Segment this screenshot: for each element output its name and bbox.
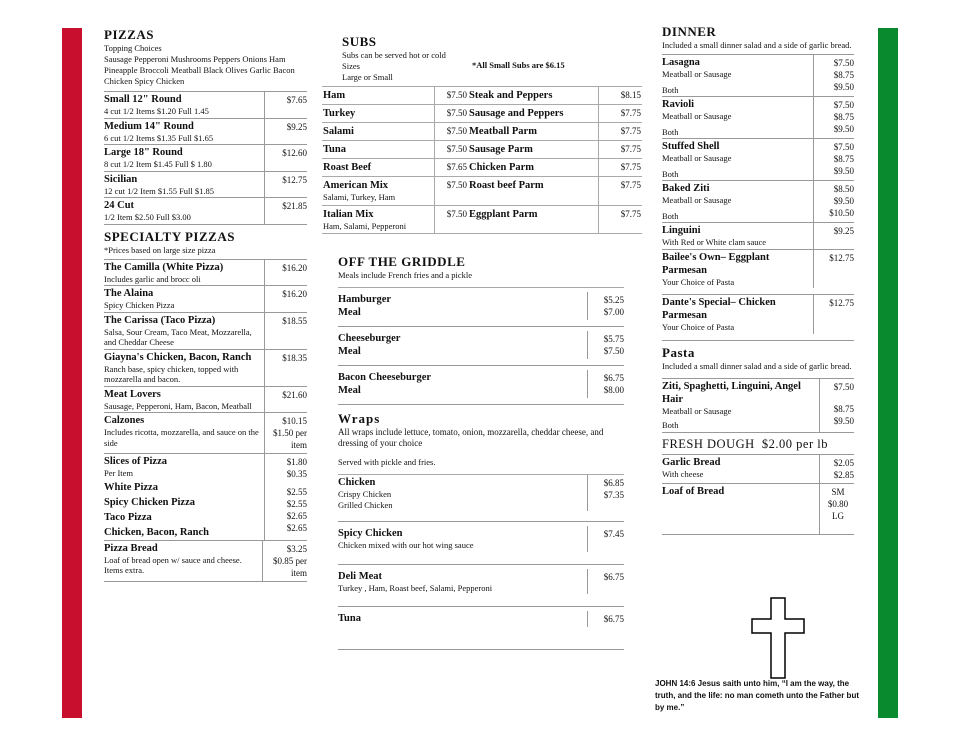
sub-price: $7.75 [598, 177, 642, 206]
specialty-item [104, 350, 307, 387]
pizza-item [104, 198, 307, 225]
pizza-item-price: $21.85 [264, 198, 307, 224]
pizza-item [104, 172, 307, 199]
griddle-name: Cheeseburger [338, 333, 401, 344]
subs-promo: *All Small Subs are $6.15 [472, 60, 565, 70]
sub-desc-italian: Ham, Salami, Pepperoni [323, 220, 407, 231]
griddle-meal: Meal [338, 346, 361, 357]
griddle-price: $5.75 [603, 334, 624, 344]
griddle-meal-price: $8.00 [603, 385, 624, 395]
sub-price: $7.75 [598, 141, 642, 159]
wrap-chicken-price: $6.85 [603, 478, 624, 488]
pasta-p3: $9.50 [833, 415, 854, 426]
griddle-meal-price: $7.50 [603, 346, 624, 356]
wrap-spicy-price: $7.45 [587, 526, 624, 552]
sub-desc-american: Salami, Turkey, Ham [323, 192, 396, 202]
wraps-note: All wraps include lettuce, tomato, onion, mozzarella, cheddar cheese, and dressing of your choice [338, 427, 604, 448]
specialty-item-desc: Includes garlic and brocc oli [104, 273, 201, 284]
calzones-name: Calzones [104, 415, 145, 426]
special-slice-name: Chicken, Bacon, Ranch [104, 526, 210, 538]
sub-price: $7.50 [434, 105, 468, 123]
specialty-item [104, 286, 307, 313]
dinner-option: Meatball or Sausage [662, 153, 732, 163]
sub-price: $7.75 [598, 123, 642, 141]
loaf-name: Loaf of Bread [662, 485, 725, 497]
sub-name: Turkey [322, 105, 434, 123]
subs-grid [322, 86, 642, 234]
sub-name-american: American Mix [323, 180, 389, 191]
garlic-bread-price2: $2.85 [833, 469, 854, 480]
pasta-title: Pasta [662, 344, 695, 360]
dinner-price: $8.50 [833, 184, 854, 194]
sub-name: Roast Beef [322, 159, 434, 177]
sub-name: Steak and Peppers [468, 87, 598, 105]
sub-name: Salami [322, 123, 434, 141]
garlic-bread-desc: With cheese [662, 468, 704, 479]
green-flag-stripe [878, 28, 898, 718]
specialty-item-name: The Alaina [104, 288, 154, 299]
pizza-item-desc: 1/2 Item $2.50 Full $3.00 [104, 212, 191, 222]
subs-note-large-small: Large or Small [342, 72, 393, 82]
slices-item [104, 454, 307, 540]
garlic-bread-price: $2.05 [833, 457, 854, 468]
garlic-bread-item [662, 454, 854, 484]
pizza-item-price: $9.25 [264, 119, 307, 145]
pizza-item [104, 92, 307, 119]
griddle-item [338, 366, 624, 405]
dinner-price: $7.50 [833, 58, 854, 68]
specialty-item [104, 313, 307, 350]
dinner-both: Both [662, 168, 679, 179]
bible-verse: JOHN 14:6 Jesus saith unto him, “I am the way, the truth, and the life: no man cometh unto the Father but by me.” [655, 679, 859, 712]
pizza-item-price: $12.75 [264, 172, 307, 198]
pizza-bread-desc: Loaf of bread open w/ sauce and cheese. Items extra. [104, 554, 242, 575]
dinner-price: $8.75 [833, 112, 854, 122]
loaf-item [662, 484, 854, 535]
pizza-item [104, 119, 307, 146]
dinner-price: $8.75 [833, 154, 854, 164]
calzones-price: $10.15 [282, 416, 307, 426]
linguini-price: $9.25 [813, 223, 854, 249]
bailee-name: Bailee's Own– Eggplant Parmesan [662, 251, 770, 276]
dinner-price: $9.50 [833, 124, 854, 134]
linguini-item [662, 223, 854, 250]
pasta-d2: Both [662, 420, 679, 430]
wrap-deli [338, 565, 624, 608]
sub-price: $7.65 [434, 159, 468, 177]
pizza-item-name: Sicilian [104, 173, 138, 185]
subs-note-sizes: Sizes [342, 61, 360, 71]
wrap-spicy-desc: Chicken mixed with our hot wing sauce [338, 540, 474, 550]
sub-name: Sausage Parm [468, 141, 598, 159]
special-slice-name: Taco Pizza [104, 511, 152, 523]
wraps-note-served: Served with pickle and fries. [338, 457, 436, 467]
pasta-item [662, 378, 854, 433]
sub-price: $7.50 [434, 87, 468, 105]
specialty-item-price: $16.20 [264, 260, 307, 286]
dinner-both: Both [662, 126, 679, 137]
pizza-column [104, 27, 307, 582]
specialty-item-price: $18.55 [264, 313, 307, 349]
dinner-note: Included a small dinner salad and a side of garlic bread. [662, 40, 852, 50]
pasta-p2: $8.75 [833, 403, 854, 414]
pizza-item-desc: 6 cut 1/2 Items $1.35 Full $1.65 [104, 132, 214, 143]
wrap-deli-desc: Turkey , Ham, Roast beef, Salami, Pepperoni [338, 582, 493, 593]
dinner-price: $8.75 [833, 70, 854, 80]
pizza-item-price: $12.60 [264, 145, 307, 171]
loaf-sm: SM [831, 486, 845, 497]
wrap-chicken-name: Chicken [338, 477, 376, 488]
griddle-title: OFF THE GRIDDLE [338, 254, 466, 269]
cross-icon [751, 597, 805, 679]
griddle-price: $5.25 [603, 295, 624, 305]
special-slice-price: $2.55 [286, 499, 307, 509]
sub-price: $8.15 [598, 87, 642, 105]
special-slice-price: $2.65 [286, 511, 307, 521]
wrap-tuna [338, 607, 624, 650]
dinner-title: DINNER [662, 24, 717, 39]
specialty-item-desc: Sausage, Pepperoni, Ham, Bacon, Meatball [104, 400, 252, 411]
griddle-meal: Meal [338, 307, 361, 318]
pasta-name: Ziti, Spaghetti, Linguini, Angel Hair [662, 380, 801, 405]
wrap-chicken-price2: $7.35 [603, 490, 624, 500]
loaf-lg: LG [832, 510, 844, 521]
subs-title: SUBS [342, 34, 377, 49]
pizza-item-name: Medium 14" Round [104, 120, 194, 132]
dinner-option: Meatball or Sausage [662, 69, 732, 79]
sub-price: $7.50 [434, 123, 468, 141]
dinner-price: $7.50 [833, 100, 854, 110]
pizza-list [104, 91, 307, 225]
wrap-spicy [338, 522, 624, 565]
dinner-both: Both [662, 210, 679, 221]
specialty-item [104, 387, 307, 414]
calzones-price-item: $1.50 per item [273, 428, 307, 450]
pizza-item-name: Small 12" Round [104, 94, 182, 105]
dough-title: FRESH DOUGH $2.00 per lb [662, 436, 828, 451]
specialty-item-price: $18.35 [264, 350, 307, 386]
pasta-note: Included a small dinner salad and a side of garlic bread. [662, 360, 852, 371]
pizza-item-desc: 12 cut 1/2 Item $1.55 Full $1.85 [104, 185, 215, 196]
special-slice-name: Spicy Chicken Pizza [104, 496, 195, 508]
griddle-meal: Meal [338, 385, 361, 396]
dinner-name: Baked Ziti [662, 183, 710, 194]
specialty-item-price: $16.20 [264, 286, 307, 312]
specialty-item [104, 260, 307, 287]
griddle-meal-price: $7.00 [603, 307, 624, 317]
dinner-item [662, 97, 854, 139]
pizza-bread-price-item: $0.85 per item [273, 555, 307, 578]
dinner-price: $9.50 [833, 82, 854, 92]
wrap-chicken-crispy: Crispy Chicken [338, 489, 392, 499]
sub-name: Roast beef Parm [468, 177, 598, 206]
wraps-title: Wraps [338, 411, 381, 426]
pizzas-title: PIZZAS [104, 27, 154, 42]
slices-price-item: $0.35 [286, 469, 307, 479]
pizza-item [104, 145, 307, 172]
bailee-price: $12.75 [813, 250, 854, 289]
topping-list: Sausage Pepperoni Mushrooms Peppers Onions Ham Pineapple Broccoli Meatball Black Olives Garlic Bacon Chicken Spicy Chicken [104, 54, 295, 86]
wrap-chicken [338, 474, 624, 522]
specialty-item-name: Meat Lovers [104, 388, 161, 400]
wrap-tuna-price: $6.75 [587, 611, 624, 627]
sub-name: Tuna [322, 141, 434, 159]
sub-name: Meatball Parm [468, 123, 598, 141]
dinner-name: Stuffed Shell [662, 141, 720, 152]
pizza-item-name: 24 Cut [104, 200, 135, 211]
slices-price: $1.80 [286, 457, 307, 467]
dinner-item [662, 55, 854, 97]
dante-item [662, 295, 854, 341]
pizza-bread-name: Pizza Bread [104, 542, 158, 554]
linguini-desc: With Red or White clam sauce [662, 237, 767, 247]
subs-column [322, 34, 642, 650]
dinner-item [662, 139, 854, 181]
calzones-desc: Includes ricotta, mozzarella, and sauce on the side [104, 427, 259, 448]
griddle-name: Bacon Cheeseburger [338, 372, 432, 383]
dinner-item [662, 181, 854, 223]
sub-price: $7.50 [434, 206, 468, 235]
dinner-name: Ravioli [662, 99, 695, 110]
pasta-p1: $7.50 [833, 381, 854, 392]
specialty-item-desc: Salsa, Sour Cream, Taco Meat, Mozzarella, and Cheddar Cheese [104, 326, 252, 347]
specialty-item-desc: Spicy Chicken Pizza [104, 300, 175, 310]
wrap-deli-price: $6.75 [587, 569, 624, 595]
dinner-price: $7.50 [833, 142, 854, 152]
special-slice-price: $2.55 [286, 487, 307, 497]
sub-price: $7.50 [434, 177, 468, 206]
pasta-d1: Meatball or Sausage [662, 405, 732, 416]
dinner-price: $9.50 [833, 196, 854, 206]
topping-label: Topping Choices [104, 43, 162, 53]
sub-american-cell [322, 177, 434, 206]
sub-name: Chicken Parm [468, 159, 598, 177]
dinner-both: Both [662, 84, 679, 95]
dante-name: Dante's Special– Chicken Parmesan [662, 297, 776, 321]
dante-desc: Your Choice of Pasta [662, 322, 735, 332]
subs-note-hotcold: Subs can be served hot or cold [342, 50, 446, 60]
dinner-option: Meatball or Sausage [662, 111, 732, 121]
sub-name: Ham [322, 87, 434, 105]
bailee-item [662, 250, 854, 296]
dinner-name: Lasagna [662, 57, 700, 68]
pizza-bread-item [104, 540, 307, 582]
pizza-item-name: Large 18" Round [104, 147, 183, 158]
specialty-note: *Prices based on large size pizza [104, 244, 216, 255]
griddle-name: Hamburger [338, 294, 392, 305]
wrap-deli-name: Deli Meat [338, 570, 383, 582]
calzones-item [104, 413, 307, 454]
specialty-item-name: Giayna's Chicken, Bacon, Ranch [104, 351, 252, 363]
sub-price: $7.75 [598, 105, 642, 123]
pizza-bread-price: $3.25 [286, 543, 307, 554]
sub-name-italian: Italian Mix [323, 208, 374, 220]
griddle-note: Meals include French fries and a pickle [338, 270, 473, 280]
sub-price: $7.75 [598, 159, 642, 177]
sub-name: Sausage and Peppers [468, 105, 598, 123]
red-flag-stripe [62, 28, 82, 718]
slices-desc: Per Item [104, 468, 134, 478]
wrap-tuna-name: Tuna [338, 613, 361, 624]
pizza-item-desc: 8 cut 1/2 Item $1.45 Full $ 1.80 [104, 159, 212, 169]
dinner-price: $9.50 [833, 166, 854, 176]
griddle-section [338, 254, 624, 650]
specialty-item-desc: Ranch base, spicy chicken, topped with mozzarella and bacon. [104, 363, 239, 384]
wrap-spicy-name: Spicy Chicken [338, 528, 403, 539]
specialty-item-price: $21.60 [264, 387, 307, 413]
griddle-item [338, 288, 624, 327]
special-slice-price: $2.65 [286, 523, 307, 533]
dante-price: $12.75 [813, 295, 854, 334]
sub-price: $7.50 [434, 141, 468, 159]
specialty-title: SPECIALTY PIZZAS [104, 228, 235, 244]
sub-name: Eggplant Parm [468, 206, 598, 235]
griddle-item [338, 327, 624, 366]
specialty-item-name: The Carissa (Taco Pizza) [104, 314, 216, 326]
linguini-name: Linguini [662, 225, 701, 236]
bailee-desc: Your Choice of Pasta [662, 276, 735, 287]
sub-price: $7.75 [598, 206, 642, 235]
dinner-column [662, 24, 854, 535]
loaf-price: $0.80 [827, 498, 849, 509]
garlic-bread-name: Garlic Bread [662, 456, 721, 468]
dinner-price: $10.50 [829, 208, 854, 218]
pizza-item-desc: 4 cut 1/2 Items $1.20 Full 1.45 [104, 106, 209, 116]
specialty-item-name: The Camilla (White Pizza) [104, 261, 224, 273]
pizza-item-price: $7.65 [264, 92, 307, 118]
dinner-option: Meatball or Sausage [662, 195, 732, 205]
special-slice-name: White Pizza [104, 481, 158, 493]
specialty-list [104, 259, 307, 414]
wrap-chicken-grilled: Grilled Chicken [338, 499, 393, 510]
slices-name: Slices of Pizza [104, 456, 167, 467]
griddle-price: $6.75 [603, 373, 624, 383]
sub-italian-cell [322, 206, 434, 235]
